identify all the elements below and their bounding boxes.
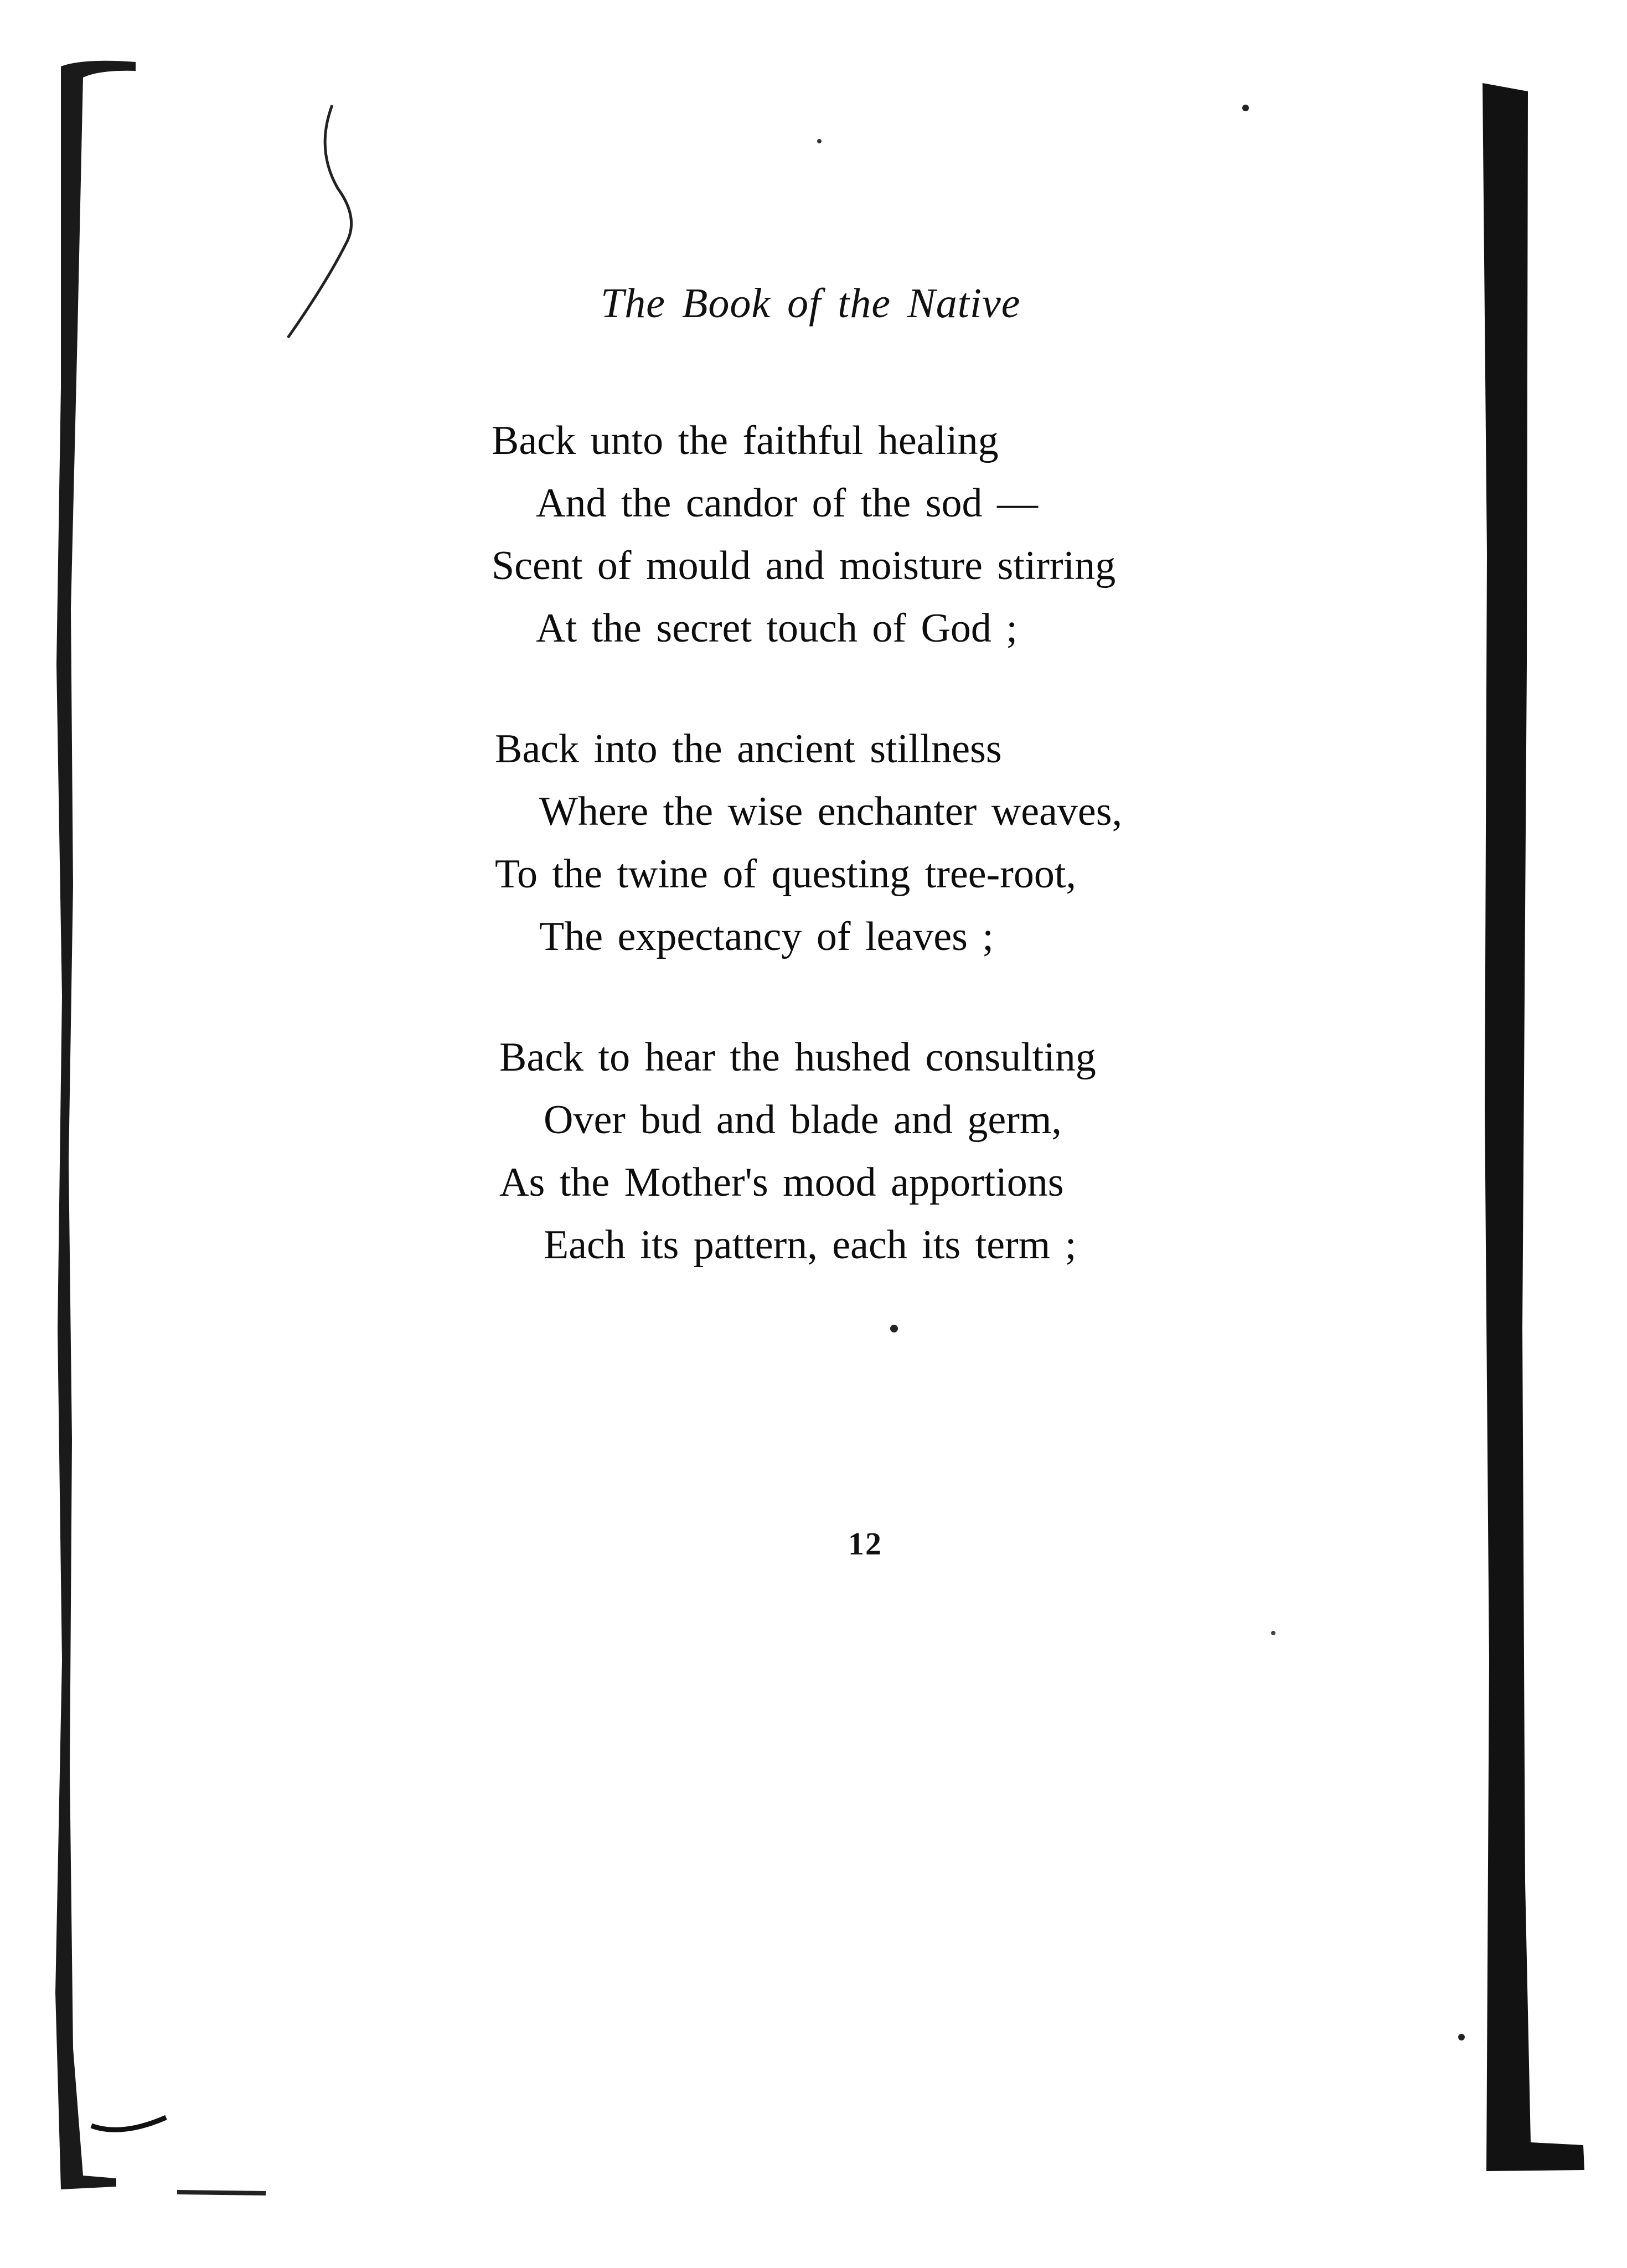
bottom-edge-line	[177, 2192, 266, 2193]
running-head: The Book of the Native	[601, 280, 1021, 327]
left-binding-edge	[55, 61, 136, 2189]
poem-line: And the candor of the sod —	[536, 481, 1039, 526]
stanza-1	[492, 410, 1267, 660]
stanza-2	[495, 718, 1267, 968]
poem-line: At the secret touch of God ;	[536, 606, 1017, 651]
right-dark-edge	[1483, 83, 1584, 2171]
poem-line: Over bud and blade and germ,	[544, 1097, 1062, 1143]
poem-line: As the Mother's mood apportions	[499, 1160, 1064, 1205]
stanza-3	[499, 1026, 1267, 1277]
poem-line: Scent of mould and moisture stirring	[492, 543, 1116, 588]
poem-line: Where the wise enchanter weaves,	[539, 789, 1123, 834]
poem-line: Back to hear the hushed consulting	[499, 1035, 1096, 1080]
left-edge-tear	[91, 2117, 166, 2130]
poem-line: Each its pattern, each its term ;	[544, 1222, 1077, 1268]
ink-swash-mark	[288, 105, 352, 338]
poem-body	[492, 410, 1267, 1335]
poem-line: The expectancy of leaves ;	[539, 914, 994, 959]
poem-line: To the twine of questing tree-root,	[495, 851, 1076, 897]
page-number: 12	[848, 1526, 882, 1562]
poem-line: Back into the ancient stillness	[495, 726, 1002, 772]
poem-line: Back unto the faithful healing	[492, 418, 999, 463]
